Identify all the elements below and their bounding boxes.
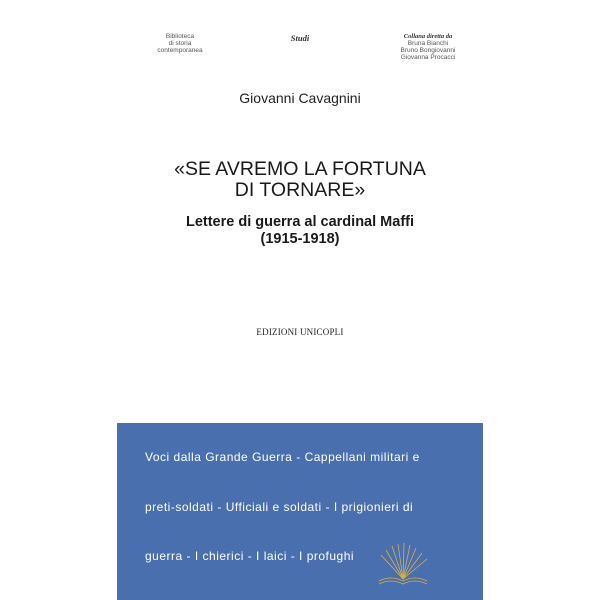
topics-line: Voci dalla Grande Guerra - Cappellani militari e [145,450,420,464]
book-title-line: «SE AVREMO LA FORTUNA [174,158,426,180]
topics-line: guerra - I chierici - I laici - I profughi [145,549,355,563]
topics-line: preti-soldati - Ufficiali e soldati - I prigionieri di [145,500,414,514]
series-editor-name: Bruno Bongiovanni [400,47,456,54]
series-name: Studi [290,33,310,43]
book-title [117,159,483,201]
series-editors-heading: Collana diretta da [403,33,453,40]
book-fan-logo-icon [375,541,431,589]
series-editor-name: Bruna Bianchi [407,40,449,47]
author-name: Giovanni Cavagnini [239,90,361,106]
book-title-line: DI TORNARE» [234,179,366,201]
series-editors [388,33,468,61]
series-library-label: Biblioteca di storia contemporanea [157,33,203,54]
book-subtitle-dates: (1915-1918) [260,231,340,247]
publisher-name: EDIZIONI UNICOPLI [256,327,344,337]
book-subtitle [117,214,483,248]
book-subtitle-line: Lettere di guerra al cardinal Maffi [185,214,415,230]
topics-panel [117,423,483,600]
series-editor-name: Giovanna Procacci [400,54,456,61]
